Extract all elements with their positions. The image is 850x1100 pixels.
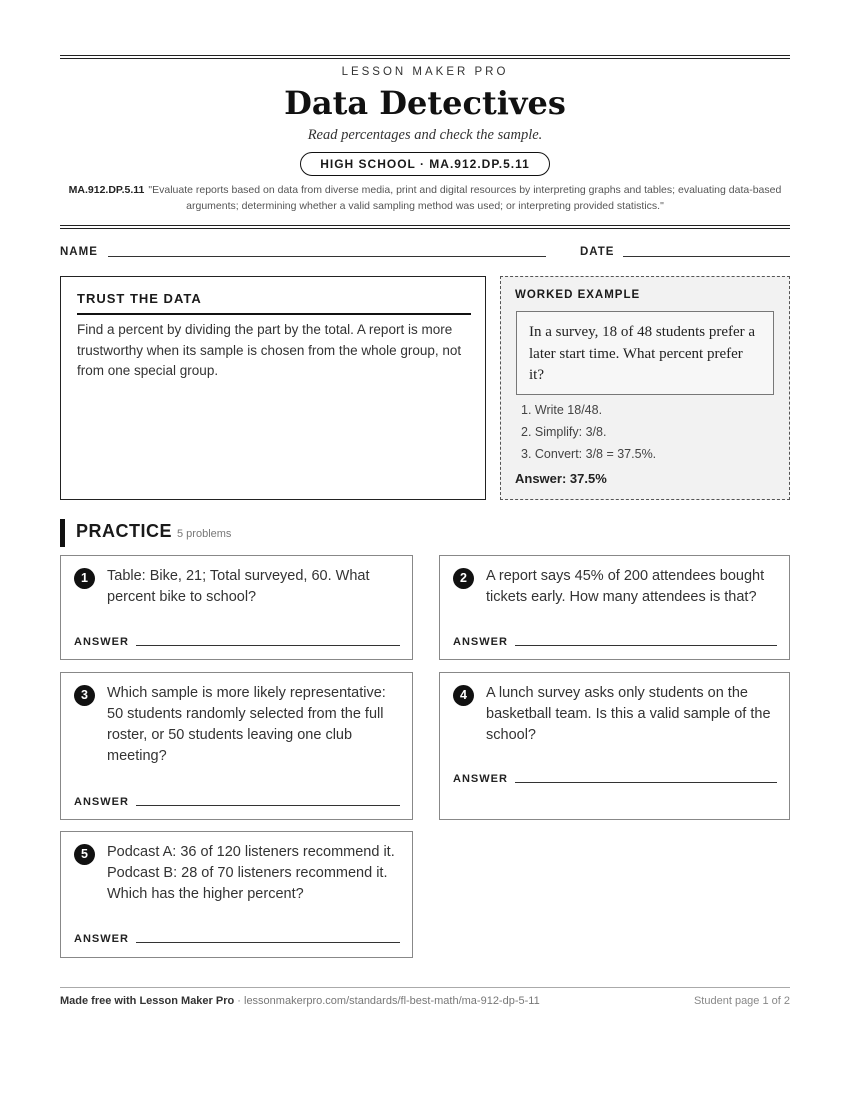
name-field[interactable] [108, 256, 546, 257]
footer-credit [60, 995, 540, 1007]
top-rule [60, 55, 790, 56]
intro-text: Find a percent by dividing the part by the total. A report is more trustworthy when its sample is chosen from the whole group, not from one special group. [77, 322, 462, 378]
problem-number: 1 [74, 568, 95, 589]
problem-count: 5 problems [177, 528, 232, 540]
problem-text: Table: Bike, 21; Total surveyed, 60. What percent bike to school? [107, 568, 370, 605]
answer-label: ANSWER [453, 773, 508, 785]
intro-panel [60, 276, 486, 500]
page-subtitle: Read percentages and check the sample. [307, 127, 543, 143]
example-step: 3. Convert: 3/8 = 37.5%. [521, 447, 657, 461]
answer-label: ANSWER [453, 636, 508, 648]
answer-label: ANSWER [74, 933, 129, 945]
header-bottom-rule-inner [60, 228, 790, 229]
intro-underline [77, 313, 471, 315]
problem-card [439, 555, 790, 660]
answer-field[interactable] [136, 942, 400, 943]
worked-example-panel [500, 276, 790, 500]
problem-text: A report says 45% of 200 attendees bought tickets early. How many attendees is that? [486, 568, 765, 605]
practice-heading: PRACTICE [76, 521, 173, 541]
standard-description [60, 182, 790, 214]
problem-number: 2 [453, 568, 474, 589]
practice-accent-bar [60, 519, 65, 547]
header-bottom-rule [60, 225, 790, 226]
footer-url[interactable]: · lessonmakerpro.com/standards/fl-best-math/ma-912-dp-5-11 [234, 995, 540, 1007]
top-rule-inner [60, 58, 790, 59]
grade-standard-badge: HIGH SCHOOL · MA.912.DP.5.11 [300, 152, 550, 176]
example-step: 1. Write 18/48. [521, 403, 603, 417]
answer-label: ANSWER [74, 796, 129, 808]
standard-text: "Evaluate reports based on data from diverse media, print and digital resources by interpreting graphs and tables; evaluating data-based arguments; determining whether a valid sampling method was used; or interpreting provided statistics." [148, 184, 782, 212]
answer-label: ANSWER [74, 636, 129, 648]
example-step: 2. Simplify: 3/8. [521, 425, 607, 439]
problem-card [60, 831, 413, 958]
footer-made-with: Made free with Lesson Maker Pro [60, 995, 235, 1007]
date-field[interactable] [623, 256, 790, 257]
problem-card [439, 672, 790, 820]
page-title: Data Detectives [284, 84, 566, 122]
brand-kicker: LESSON MAKER PRO [341, 66, 509, 78]
name-label: NAME [60, 246, 98, 258]
date-label: DATE [580, 246, 615, 258]
footer-rule [60, 987, 790, 988]
answer-field[interactable] [136, 645, 400, 646]
example-question: In a survey, 18 of 48 students prefer a later start time. What percent prefer it? [516, 311, 774, 395]
problem-number: 3 [74, 685, 95, 706]
problem-number: 5 [74, 844, 95, 865]
answer-field[interactable] [136, 805, 400, 806]
problem-text: Which sample is more likely representative: 50 students randomly selected from the full roster, or 50 students leaving one club meeting? [107, 685, 386, 764]
problem-card [60, 555, 413, 660]
example-heading: WORKED EXAMPLE [515, 289, 641, 301]
problem-card [60, 672, 413, 820]
answer-field[interactable] [515, 645, 777, 646]
page-indicator: Student page 1 of 2 [693, 995, 790, 1007]
standard-code: MA.912.DP.5.11 [68, 184, 145, 196]
example-answer: Answer: 37.5% [515, 471, 607, 486]
problem-text: A lunch survey asks only students on the basketball team. Is this a valid sample of the school? [486, 685, 771, 743]
intro-heading: TRUST THE DATA [77, 291, 202, 306]
problem-text: Podcast A: 36 of 120 listeners recommend it. Podcast B: 28 of 70 listeners recommend it. Which has the higher percent? [107, 844, 395, 902]
answer-field[interactable] [515, 782, 777, 783]
problem-number: 4 [453, 685, 474, 706]
